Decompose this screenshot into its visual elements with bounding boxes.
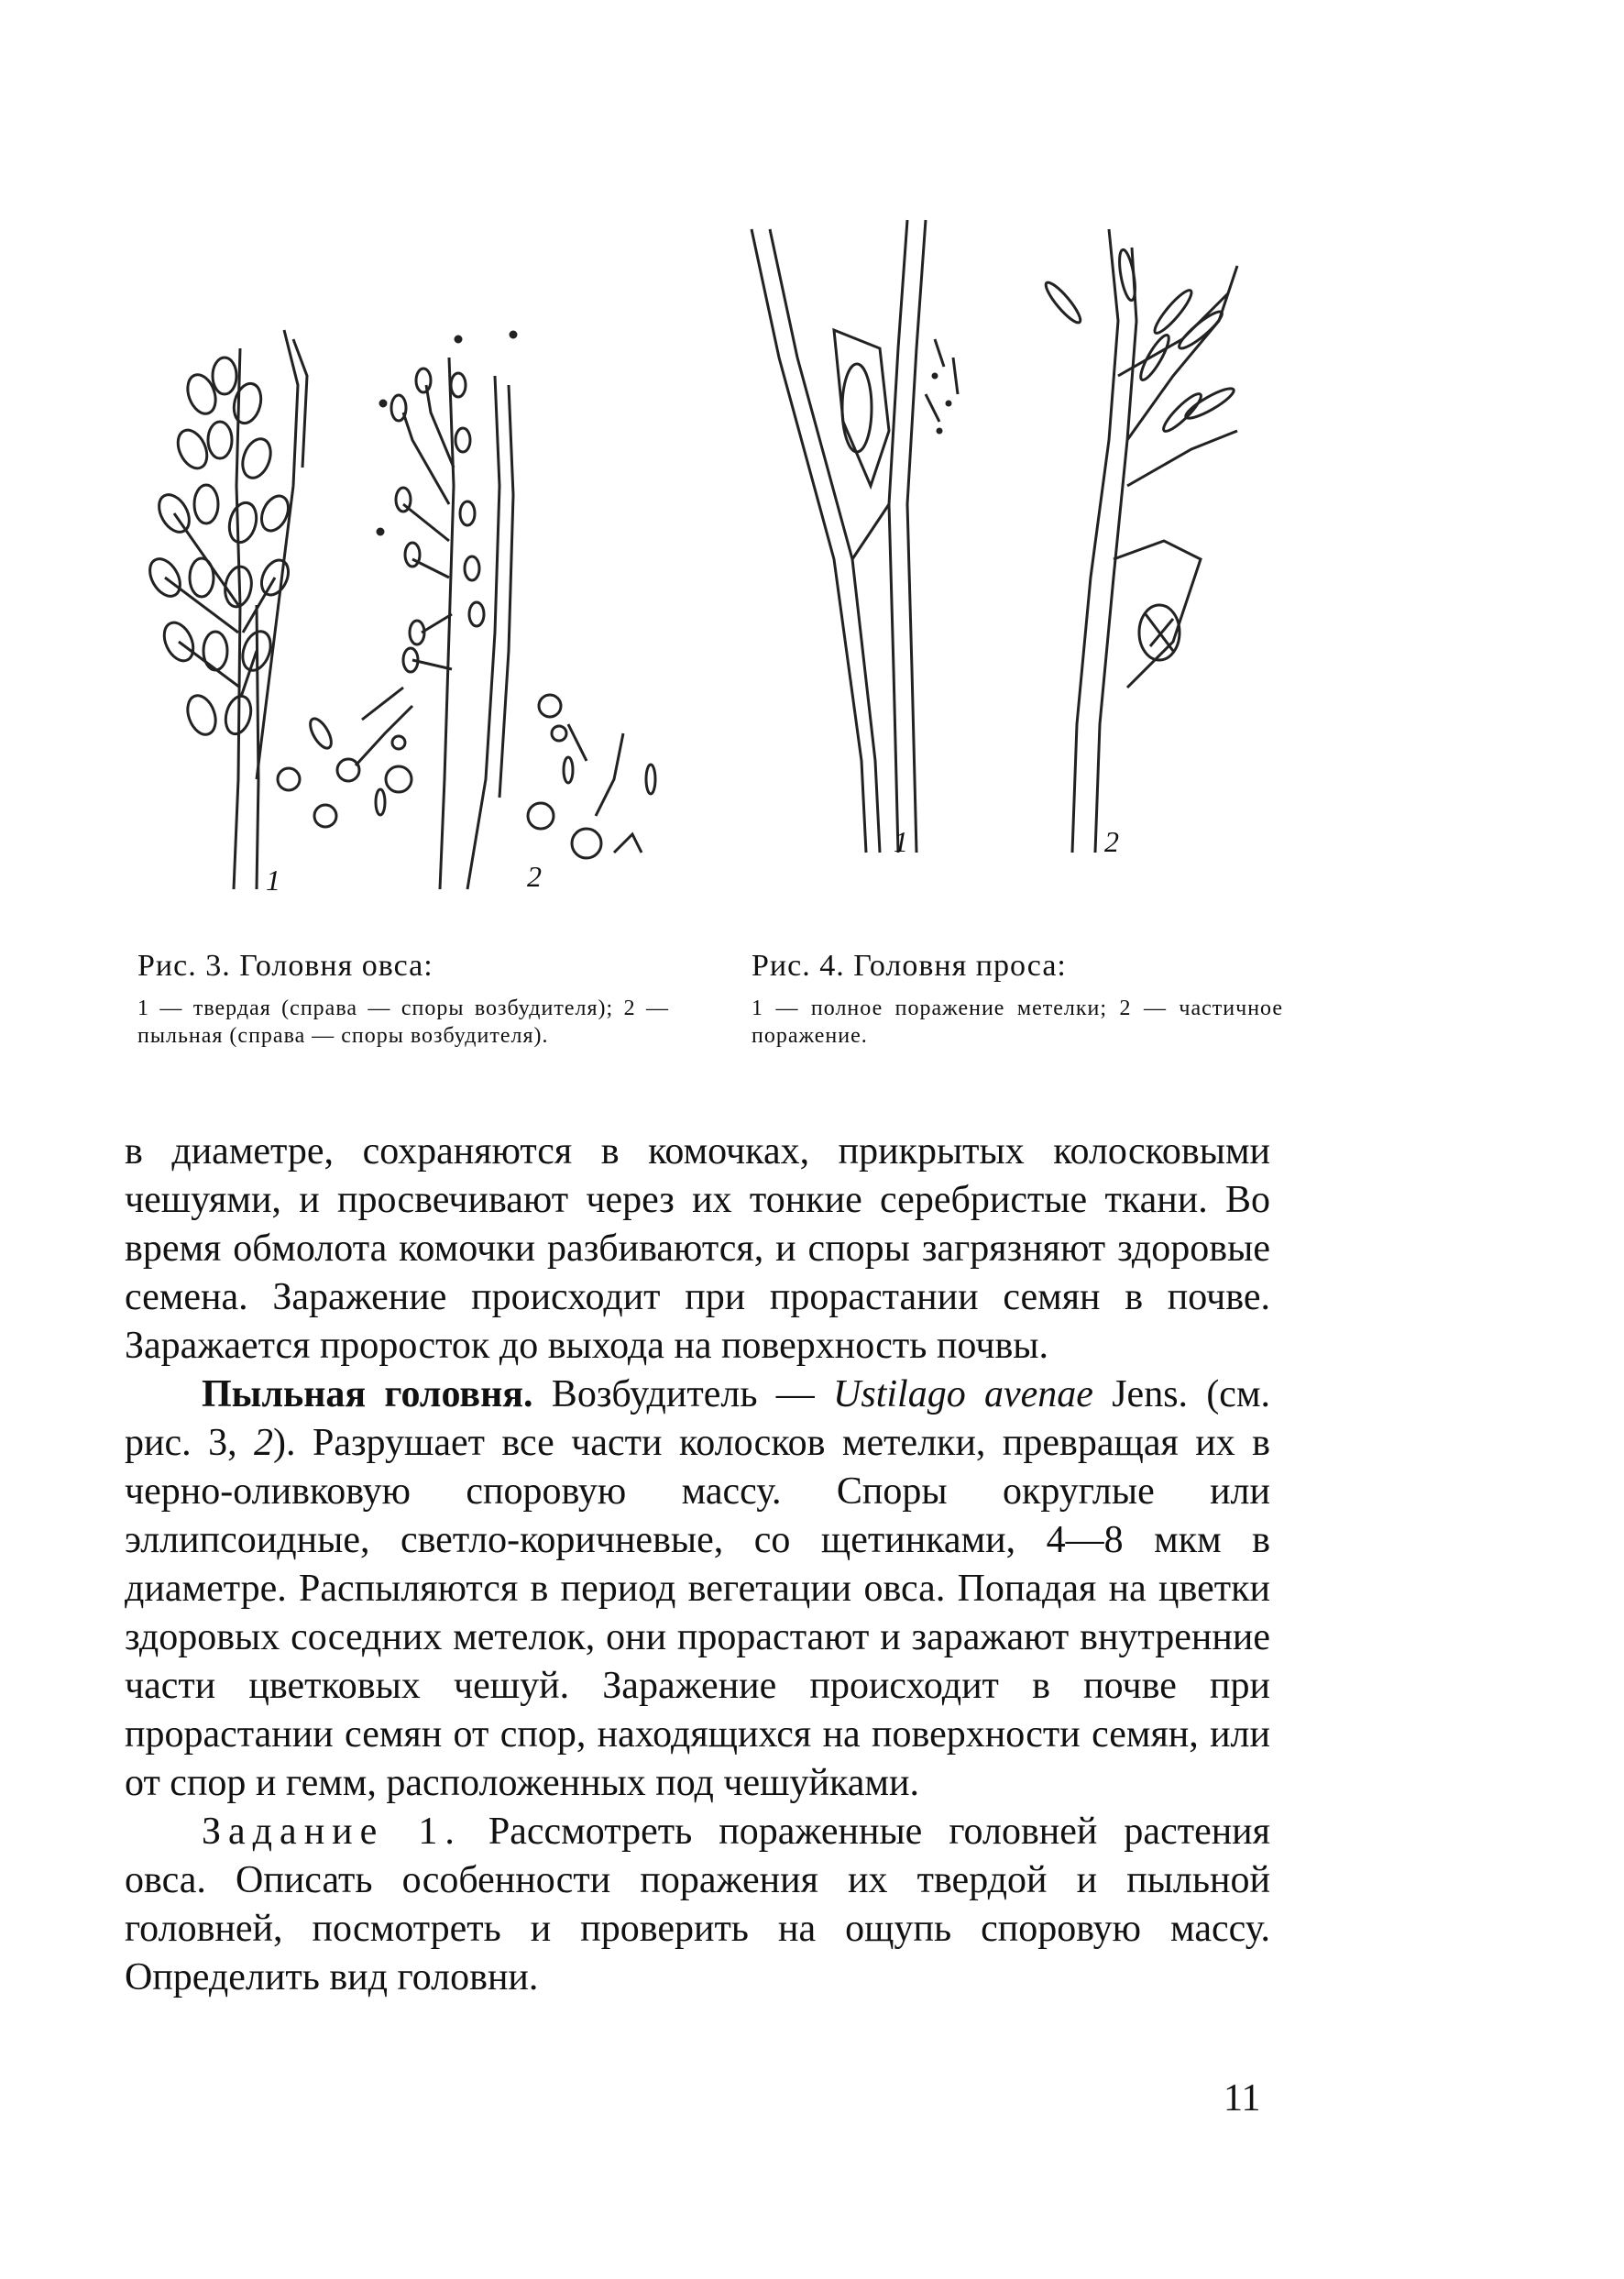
- oat-panicle-hard-smut-drawing: [144, 330, 307, 889]
- figure-4-label-1: 1: [894, 825, 908, 858]
- paragraph-3: [125, 1808, 1270, 2002]
- loose-smut-heading: Пыльная головня.: [202, 1373, 533, 1415]
- loose-smut-spores-drawing: [528, 695, 655, 858]
- millet-panicle-complete-infection-drawing: [752, 220, 958, 853]
- figure-4-illustration: [742, 211, 1256, 871]
- figure-4-caption-body: 1 — полное поражение метелки; 2 — частичное поражение.: [752, 996, 1283, 1048]
- pathogen-latin-name: Ustilago avenae: [833, 1373, 1093, 1415]
- figure-3-caption-title: Рис. 3. Головня овса:: [137, 949, 433, 983]
- figure-4-label-2: 2: [1104, 825, 1119, 858]
- figure-3-label-2: 2: [527, 860, 542, 893]
- paragraph-2-text-a: Jens. (см. рис. 3,: [125, 1373, 1271, 1464]
- main-text: [125, 1128, 1270, 2002]
- figure-4-caption-title: Рис. 4. Головня проса:: [752, 949, 1067, 983]
- figure-3-illustration: [137, 303, 706, 908]
- paragraph-1: в диаметре, сохраняются в комочках, прикрытых колосковыми чешуями, и просвечивают через их тонкие серебристые ткани. Во время обмолота комочки разбиваются, и споры загрязняют здоровые семена. Заражение происходит при прорастании семян в почве. Заражается проросток до выхода на поверхность почвы.: [125, 1130, 1270, 1367]
- paragraph-2-text-b: ). Разрушает все части колосков метелки, превращая их в черно-оливковую споровую массу. Споры округлые или эллипсоидные, светло-коричневые, со щетинками, 4—8 мкм в диаметре. Распыляются в период вегетации овса. Попадая на цветки здоровых соседних метелок, они прорастают и заражают внутренние части цветковых чешуй. Заражение происходит в почве при прорастании семян от спор, находящихся на поверхности семян, или от спор и гемм, расположенных под чешуйками.: [125, 1422, 1270, 1804]
- paragraph-2-lead: Возбудитель —: [532, 1373, 834, 1415]
- millet-panicle-partial-infection-drawing: [1042, 229, 1237, 853]
- figure-3-label-1: 1: [266, 864, 280, 897]
- task-text: Рассмотреть пораженные головней растения овса. Описать особенности поражения их твердой и пыльной головней, посмотреть и проверить на ощупь споровую массу. Определить вид головни.: [125, 1811, 1270, 1998]
- task-label: Задание 1.: [202, 1811, 462, 1853]
- page-number: 11: [1223, 2077, 1261, 2119]
- figure-reference: 2: [254, 1422, 274, 1464]
- paragraph-2: [125, 1371, 1270, 1808]
- oat-panicle-loose-smut-drawing: [378, 332, 516, 889]
- figure-3-caption-body: 1 — твердая (справа — споры возбудителя); 2 — пыльная (справа — споры возбудителя).: [137, 996, 669, 1048]
- hard-smut-spores-drawing: [278, 688, 412, 827]
